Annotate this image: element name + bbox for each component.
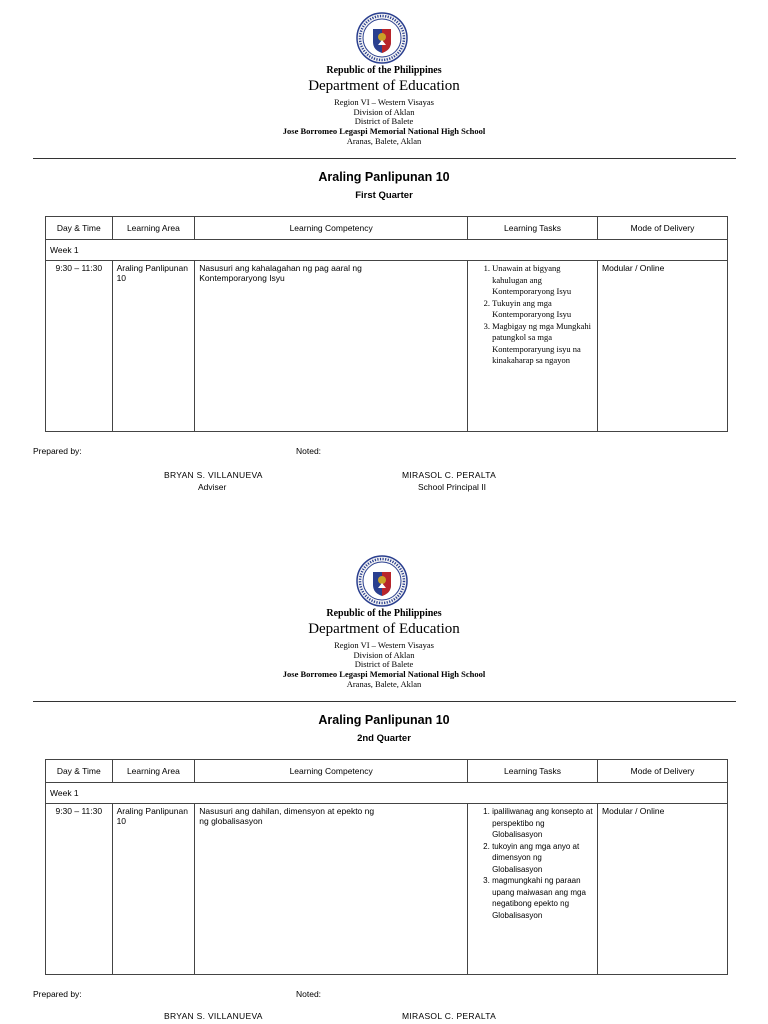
header-district: District of Balete (354, 659, 414, 669)
header-republic: Republic of the Philippines (326, 65, 442, 76)
column-header-learning-area: Learning Area (112, 217, 195, 240)
lesson-plan-table (45, 759, 728, 975)
task-item: 1. Unawain at bigyang kahulugan ang Kontemporaryong Isyu (492, 263, 593, 298)
mode-of-delivery-cell: Modular / Online (598, 804, 728, 975)
task-list (472, 263, 593, 367)
header-division: Division of Aklan (353, 107, 415, 117)
plan-quarter: 2nd Quarter (357, 733, 411, 744)
column-header-day-time: Day & Time (46, 760, 113, 783)
plan-title: Araling Panlipunan 10 (318, 713, 450, 727)
table-header-row (46, 217, 728, 240)
task-item: 2. Tukuyin ang mga Kontemporaryong Isyu (492, 298, 593, 321)
column-header-mode-of-delivery: Mode of Delivery (598, 217, 728, 240)
day-time-cell: 9:30 – 11:30 (46, 261, 113, 432)
header-school: Jose Borromeo Legaspi Memorial National High School (282, 126, 486, 136)
header-address: Aranas, Balete, Aklan (346, 679, 422, 689)
week-label: Week 1 (46, 783, 728, 804)
column-header-learning-competency: Learning Competency (195, 760, 468, 783)
principal-name: MIRASOL C. PERALTA (402, 470, 497, 480)
table-row (46, 261, 728, 432)
task-item: 3. magmungkahi ng paraan upang maiwasan ang mga negatibong epekto ng Globalisasyon (492, 875, 593, 921)
deped-seal-icon (356, 12, 408, 64)
header-divider (33, 158, 736, 159)
header-department: Department of Education (308, 621, 460, 637)
column-header-learning-tasks: Learning Tasks (468, 760, 598, 783)
learning-competency-cell: Nasusuri ang kahalagahan ng pag aaral ng Kontemporaryong Isyu (195, 261, 468, 432)
noted-label: Noted: (296, 446, 322, 456)
learning-area-cell: Araling Panlipunan 10 (112, 261, 195, 432)
task-item: 1. ipaliliwanag ang konsepto at perspektibo ng Globalisasyon (492, 806, 593, 841)
header-region: Region VI – Western Visayas (334, 640, 434, 650)
column-header-learning-tasks: Learning Tasks (468, 217, 598, 240)
plan-quarter: First Quarter (355, 190, 413, 201)
learning-area-cell: Araling Panlipunan 10 (112, 804, 195, 975)
learning-competency-cell: Nasusuri ang dahilan, dimensyon at epekto ng ng globalisasyon (195, 804, 468, 975)
principal-name: MIRASOL C. PERALTA (402, 1011, 497, 1021)
task-item: 2. tukoyin ang mga anyo at dimensyon ng Globalisasyon (492, 841, 593, 876)
prepared-by-label: Prepared by: (33, 446, 82, 456)
header-district: District of Balete (354, 116, 414, 126)
day-time-cell: 9:30 – 11:30 (46, 804, 113, 975)
header-address: Aranas, Balete, Aklan (346, 136, 422, 146)
column-header-day-time: Day & Time (46, 217, 113, 240)
plan-title: Araling Panlipunan 10 (318, 170, 450, 184)
deped-seal-icon (356, 555, 408, 607)
noted-label: Noted: (296, 989, 322, 999)
week-row (46, 240, 728, 261)
table-header-row (46, 760, 728, 783)
header-divider (33, 701, 736, 702)
header-republic: Republic of the Philippines (326, 608, 442, 619)
prepared-by-label: Prepared by: (33, 989, 82, 999)
task-list (472, 806, 593, 921)
adviser-title: Adviser (198, 482, 227, 492)
header-region: Region VI – Western Visayas (334, 97, 434, 107)
principal-title: School Principal II (418, 482, 487, 492)
week-label: Week 1 (46, 240, 728, 261)
task-item: 3. Magbigay ng mga Mungkahi patungkol sa mga Kontemporaryung isyu na kinakaharap sa ngayon (492, 321, 593, 367)
week-row (46, 783, 728, 804)
header-school: Jose Borromeo Legaspi Memorial National High School (282, 669, 486, 679)
learning-tasks-cell (468, 261, 598, 432)
lesson-plan-table (45, 216, 728, 432)
learning-tasks-cell (468, 804, 598, 975)
mode-of-delivery-cell: Modular / Online (598, 261, 728, 432)
adviser-name: BRYAN S. VILLANUEVA (164, 470, 263, 480)
adviser-name: BRYAN S. VILLANUEVA (164, 1011, 263, 1021)
table-row (46, 804, 728, 975)
header-division: Division of Aklan (353, 650, 415, 660)
column-header-learning-competency: Learning Competency (195, 217, 468, 240)
header-department: Department of Education (308, 78, 460, 94)
column-header-learning-area: Learning Area (112, 760, 195, 783)
column-header-mode-of-delivery: Mode of Delivery (598, 760, 728, 783)
